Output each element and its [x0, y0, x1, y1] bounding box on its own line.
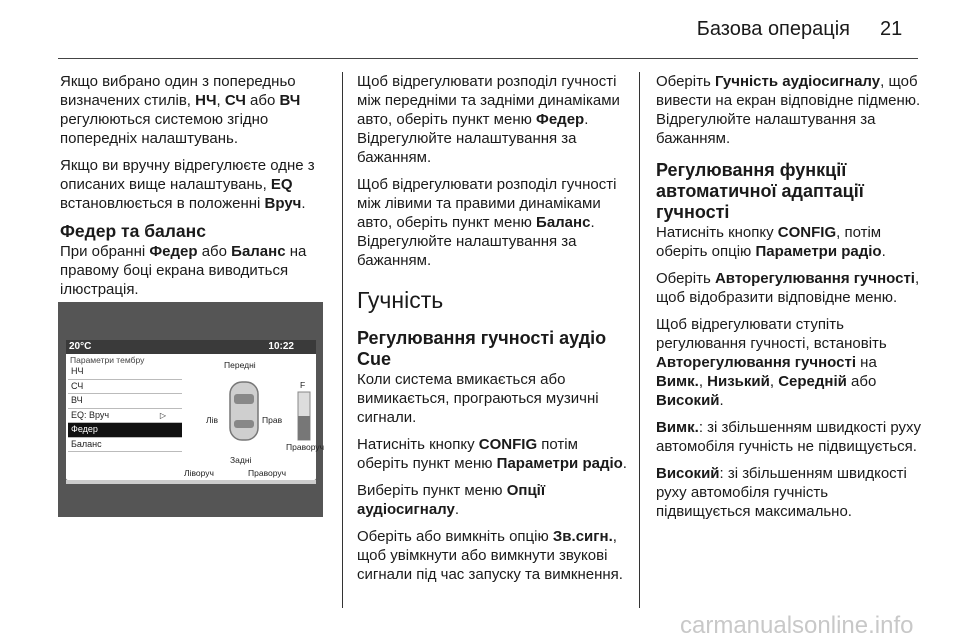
section-heading: Федер та баланс [60, 221, 206, 241]
label-bottom-left: Ліворуч [184, 468, 214, 478]
paragraph: Вимк.: зі збільшенням швидкості руху автомобіля гучність не підвищується. [656, 419, 922, 455]
infotainment-screen-illustration [58, 302, 323, 517]
chapter-heading: Гучність [357, 287, 444, 313]
watermark: carmanualsonline.info [680, 612, 914, 639]
label-left: Лів [206, 415, 218, 425]
header-divider [58, 58, 918, 59]
clock: 10:22 [268, 341, 294, 352]
label-fader-f: F [300, 380, 306, 390]
menu-list [68, 365, 182, 452]
column-1 [60, 72, 335, 307]
paragraph: Якщо ви вручну відрегулюєте одне з описаних вище налаштувань, EQ встановлюється в положенні Вруч. [60, 157, 315, 212]
fader-slider-icon [296, 390, 312, 442]
menu-item-bass[interactable]: НЧ [68, 365, 182, 380]
menu-item-eq[interactable]: EQ: Вруч ▷ [68, 409, 182, 424]
paragraph: Оберіть Авторегулювання гучності, щоб відобразити відповідне меню. [656, 270, 920, 306]
paragraph: Високий: зі збільшенням швидкості руху автомобіля гучність підвищується максимально. [656, 465, 907, 520]
page-header-title: Базова операція [696, 18, 850, 40]
menu-item-balance[interactable]: Баланс [68, 438, 182, 453]
screen-bottom-strip [66, 480, 316, 484]
paragraph: Щоб відрегулювати розподіл гучності між передніми та задніми динаміками авто, оберіть пункт меню Федер. Відрегулюйте налаштування за бажанням. [357, 73, 620, 166]
menu-item-mid[interactable]: СЧ [68, 380, 182, 395]
label-front: Передні [224, 360, 256, 370]
paragraph: Натисніть кнопку CONFIG, потім оберіть опцію Параметри радіо. [656, 224, 886, 260]
section-heading: Регулювання гучності аудіо Cue [357, 328, 607, 369]
column-divider-1 [342, 72, 343, 608]
page-number: 21 [880, 18, 903, 40]
paragraph: Виберіть пункт меню Опції аудіосигналу. [357, 482, 546, 518]
paragraph: Оберіть Гучність аудіосигналу, щоб вивести на екран відповідне підменю. Відрегулюйте налаштування за бажанням. [656, 73, 921, 147]
paragraph: Оберіть або вимкніть опцію Зв.сигн., щоб увімкнути або вимкнути звукові сигнали під час запуску та вимкнення. [357, 528, 623, 583]
menu-title: Параметри тембру [70, 355, 145, 365]
column-divider-2 [639, 72, 640, 608]
column-3 [656, 72, 926, 529]
label-rear: Задні [230, 455, 252, 465]
paragraph: Якщо вибрано один з попередньо визначених стилів, НЧ, СЧ або ВЧ регулюються системою згідно попередніх налаштувань. [60, 73, 301, 147]
chevron-right-icon: ▷ [159, 410, 166, 420]
paragraph: При обранні Федер або Баланс на правому боці екрана виводиться ілюстрація. [60, 243, 307, 298]
menu-item-fader[interactable]: Федер [68, 423, 182, 438]
paragraph: Щоб відрегулювати ступіть регулювання гучності, встановіть Авторегулювання гучності на Вимк., Низький, Середній або Високий. [656, 316, 887, 409]
label-front-right: Праворуч [286, 442, 325, 452]
menu-item-treble[interactable]: ВЧ [68, 394, 182, 409]
screen-display [66, 340, 325, 480]
paragraph: Натисніть кнопку CONFIG потім оберіть пункт меню Параметри радіо. [357, 436, 627, 472]
paragraph: Коли система вмикається або вимикається, програються музичні сигнали. [357, 371, 599, 426]
label-right: Прав [262, 415, 283, 425]
paragraph: Щоб відрегулювати розподіл гучності між лівими та правими динаміками авто, оберіть пункт меню Баланс. Відрегулюйте налаштування за бажанням. [357, 176, 617, 269]
car-top-view-icon [224, 380, 264, 442]
label-bottom-right: Праворуч [248, 468, 287, 478]
section-heading: Регулювання функції автоматичної адаптації гучності [656, 160, 864, 222]
column-2 [357, 72, 632, 592]
status-bar [66, 340, 316, 354]
temperature: 20°C [69, 341, 92, 352]
